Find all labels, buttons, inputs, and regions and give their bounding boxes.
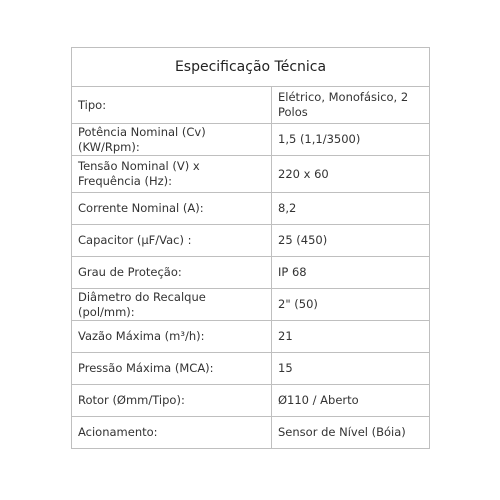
spec-label: Grau de Proteção: (72, 257, 272, 289)
spec-value: 21 (272, 321, 430, 353)
spec-label: Capacitor (µF/Vac) : (72, 225, 272, 257)
spec-row-protecao (72, 257, 430, 289)
spec-label: Acionamento: (72, 417, 272, 449)
spec-label: Corrente Nominal (A): (72, 193, 272, 225)
spec-row-pressao (72, 353, 430, 385)
spec-row-potencia (72, 124, 430, 156)
spec-label: Potência Nominal (Cv)(KW/Rpm): (72, 124, 272, 156)
spec-row-capacitor (72, 225, 430, 257)
spec-label: Diâmetro do Recalque (pol/mm): (72, 289, 272, 321)
spec-value: IP 68 (272, 257, 430, 289)
spec-label: Tensão Nominal (V) x Frequência (Hz): (72, 156, 272, 193)
spec-label: Tipo: (72, 87, 272, 124)
spec-value: Elétrico, Monofásico, 2 Polos (272, 87, 430, 124)
spec-row-recalque (72, 289, 430, 321)
spec-value: 15 (272, 353, 430, 385)
spec-row-vazao (72, 321, 430, 353)
spec-row-tipo (72, 87, 430, 124)
spec-value: 220 x 60 (272, 156, 430, 193)
spec-value: 25 (450) (272, 225, 430, 257)
spec-label: Pressão Máxima (MCA): (72, 353, 272, 385)
spec-row-acionamento (72, 417, 430, 449)
spec-value: Ø110 / Aberto (272, 385, 430, 417)
spec-value: 1,5 (1,1/3500) (272, 124, 430, 156)
spec-row-rotor (72, 385, 430, 417)
spec-row-tensao (72, 156, 430, 193)
spec-value: 8,2 (272, 193, 430, 225)
spec-header-row (72, 48, 430, 87)
spec-value: 2" (50) (272, 289, 430, 321)
spec-value: Sensor de Nível (Bóia) (272, 417, 430, 449)
spec-label: Vazão Máxima (m³/h): (72, 321, 272, 353)
spec-row-corrente (72, 193, 430, 225)
spec-table (71, 47, 430, 449)
spec-label: Rotor (Ømm/Tipo): (72, 385, 272, 417)
spec-title: Especificação Técnica (72, 48, 430, 87)
